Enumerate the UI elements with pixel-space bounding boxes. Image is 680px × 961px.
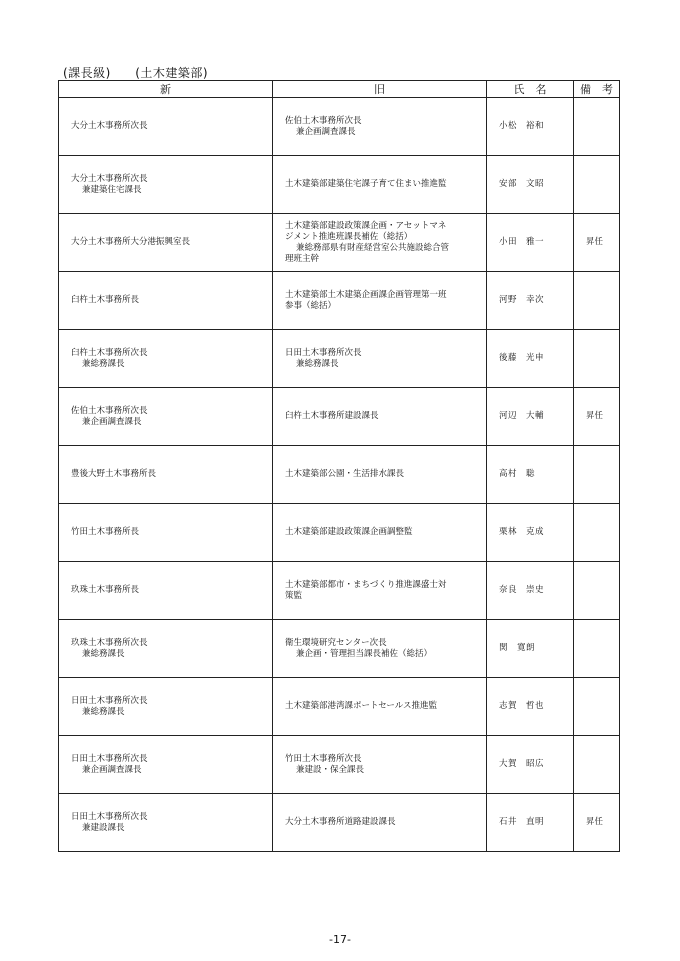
new-position-line: 竹田土木事務所長 (71, 527, 140, 537)
new-position-line: 兼建設課長 (82, 822, 125, 833)
department-label: (土木建築部) (135, 66, 209, 80)
note-cell (574, 504, 620, 562)
new-position-line: 臼杵土木事務所長 (71, 295, 140, 305)
old-position-line: 兼建設・保全課長 (296, 764, 365, 775)
new-position-cell (59, 156, 273, 214)
table-row (59, 794, 620, 852)
table-header-row (59, 81, 620, 98)
old-position-line: 土木建築部土木建築企画課企画管理第一班 (285, 289, 447, 300)
new-position-line: 日田土木事務所次長 (71, 811, 148, 822)
new-position-line: 兼総務課長 (82, 706, 125, 717)
old-position-cell (273, 330, 487, 388)
old-position-line: 兼総務課長 (296, 358, 339, 369)
new-position-cell (59, 562, 273, 620)
new-position-line: 大分土木事務所大分港振興室長 (71, 237, 191, 247)
new-position-line: 玖珠土木事務所次長 (71, 637, 148, 648)
person-name-cell: 小松 裕和 (487, 98, 574, 156)
new-position-line: 日田土木事務所次長 (71, 753, 148, 764)
person-name-cell: 河野 幸次 (487, 272, 574, 330)
note-cell (574, 562, 620, 620)
personnel-table (58, 80, 620, 852)
new-position-line: 大分土木事務所次長 (71, 121, 148, 131)
person-name-cell: 志賀 哲也 (487, 678, 574, 736)
old-position-line: 兼総務部県有財産経営室公共施設総合管 (296, 242, 450, 253)
old-position-line: 日田土木事務所次長 (285, 347, 362, 358)
table-row (59, 678, 620, 736)
old-position-line: 参事（総括） (285, 300, 337, 311)
new-position-cell (59, 446, 273, 504)
old-position-cell (273, 678, 487, 736)
new-position-cell (59, 794, 273, 852)
new-position-cell (59, 736, 273, 794)
old-position-line: 理班主幹 (285, 253, 320, 264)
table-row (59, 272, 620, 330)
old-position-cell (273, 272, 487, 330)
old-position-cell (273, 736, 487, 794)
new-position-cell (59, 330, 273, 388)
table-row (59, 504, 620, 562)
table-row (59, 98, 620, 156)
page-number: -17- (329, 933, 351, 946)
old-position-line: 土木建築部都市・まちづくり推進課盛士対 (285, 579, 447, 590)
column-header-name: 氏 名 (487, 81, 574, 98)
old-position-line: 兼企画調査課長 (296, 126, 356, 137)
person-name-cell: 後藤 光申 (487, 330, 574, 388)
table-body (59, 98, 620, 852)
new-position-line: 兼総務課長 (82, 358, 125, 369)
person-name-cell: 河辺 大輔 (487, 388, 574, 446)
old-position-line: ジメント推進班課長補佐（総括） (285, 231, 413, 242)
table-row (59, 562, 620, 620)
old-position-line: 土木建築部公園・生活排水課長 (285, 469, 405, 479)
new-position-cell (59, 504, 273, 562)
new-position-cell (59, 620, 273, 678)
new-position-line: 大分土木事務所次長 (71, 173, 148, 184)
note-cell (574, 98, 620, 156)
new-position-line: 玖珠土木事務所長 (71, 585, 140, 595)
new-position-line: 兼建築住宅課長 (82, 184, 142, 195)
note-cell: 昇任 (574, 214, 620, 272)
note-cell (574, 620, 620, 678)
old-position-line: 土木建築部建設政策課企画・アセットマネ (285, 220, 447, 231)
new-position-line: 佐伯土木事務所次長 (71, 405, 148, 416)
old-position-cell (273, 98, 487, 156)
old-position-cell (273, 446, 487, 504)
old-position-cell (273, 562, 487, 620)
new-position-line: 日田土木事務所次長 (71, 695, 148, 706)
note-cell (574, 678, 620, 736)
new-position-cell (59, 214, 273, 272)
table-row (59, 156, 620, 214)
table-row (59, 446, 620, 504)
old-position-cell (273, 504, 487, 562)
old-position-cell (273, 156, 487, 214)
old-position-cell (273, 388, 487, 446)
new-position-cell (59, 678, 273, 736)
old-position-line: 竹田土木事務所次長 (285, 753, 362, 764)
person-name-cell: 大賀 昭広 (487, 736, 574, 794)
table-row (59, 330, 620, 388)
new-position-line: 兼総務課長 (82, 648, 125, 659)
old-position-line: 策監 (285, 590, 303, 601)
note-cell (574, 446, 620, 504)
old-position-line: 土木建築部建設政策課企画調整監 (285, 527, 413, 537)
note-cell (574, 736, 620, 794)
note-cell (574, 330, 620, 388)
old-position-line: 臼杵土木事務所建設課長 (285, 411, 379, 421)
note-cell (574, 272, 620, 330)
column-header-new: 新 (59, 81, 273, 98)
rank-label: (課長級) (63, 66, 111, 80)
person-name-cell: 関 寛朗 (487, 620, 574, 678)
old-position-cell (273, 794, 487, 852)
note-cell: 昇任 (574, 794, 620, 852)
table-row (59, 388, 620, 446)
old-position-cell (273, 214, 487, 272)
old-position-line: 大分土木事務所道路建設課長 (285, 817, 396, 827)
new-position-line: 豊後大野土木事務所長 (71, 469, 157, 479)
person-name-cell: 奈良 崇史 (487, 562, 574, 620)
table-row (59, 736, 620, 794)
person-name-cell: 栗林 克成 (487, 504, 574, 562)
old-position-line: 土木建築部建築住宅課子育て住まい推進監 (285, 179, 447, 189)
note-cell: 昇任 (574, 388, 620, 446)
person-name-cell: 高村 聡 (487, 446, 574, 504)
person-name-cell: 小田 雅一 (487, 214, 574, 272)
new-position-cell (59, 388, 273, 446)
new-position-line: 兼企画調査課長 (82, 416, 142, 427)
old-position-line: 土木建築部港湾課ポートセールス推進監 (285, 701, 437, 711)
new-position-line: 兼企画調査課長 (82, 764, 142, 775)
table-row (59, 214, 620, 272)
column-header-old: 旧 (273, 81, 487, 98)
person-name-cell: 石井 直明 (487, 794, 574, 852)
old-position-line: 兼企画・管理担当課長補佐（総括） (296, 648, 433, 659)
new-position-cell (59, 98, 273, 156)
person-name-cell: 安部 文昭 (487, 156, 574, 214)
new-position-line: 臼杵土木事務所次長 (71, 347, 148, 358)
old-position-line: 衛生環境研究センター次長 (285, 637, 387, 648)
old-position-cell (273, 620, 487, 678)
note-cell (574, 156, 620, 214)
column-header-note: 備 考 (574, 81, 620, 98)
section-heading (63, 64, 208, 81)
old-position-line: 佐伯土木事務所次長 (285, 115, 362, 126)
table-row (59, 620, 620, 678)
new-position-cell (59, 272, 273, 330)
